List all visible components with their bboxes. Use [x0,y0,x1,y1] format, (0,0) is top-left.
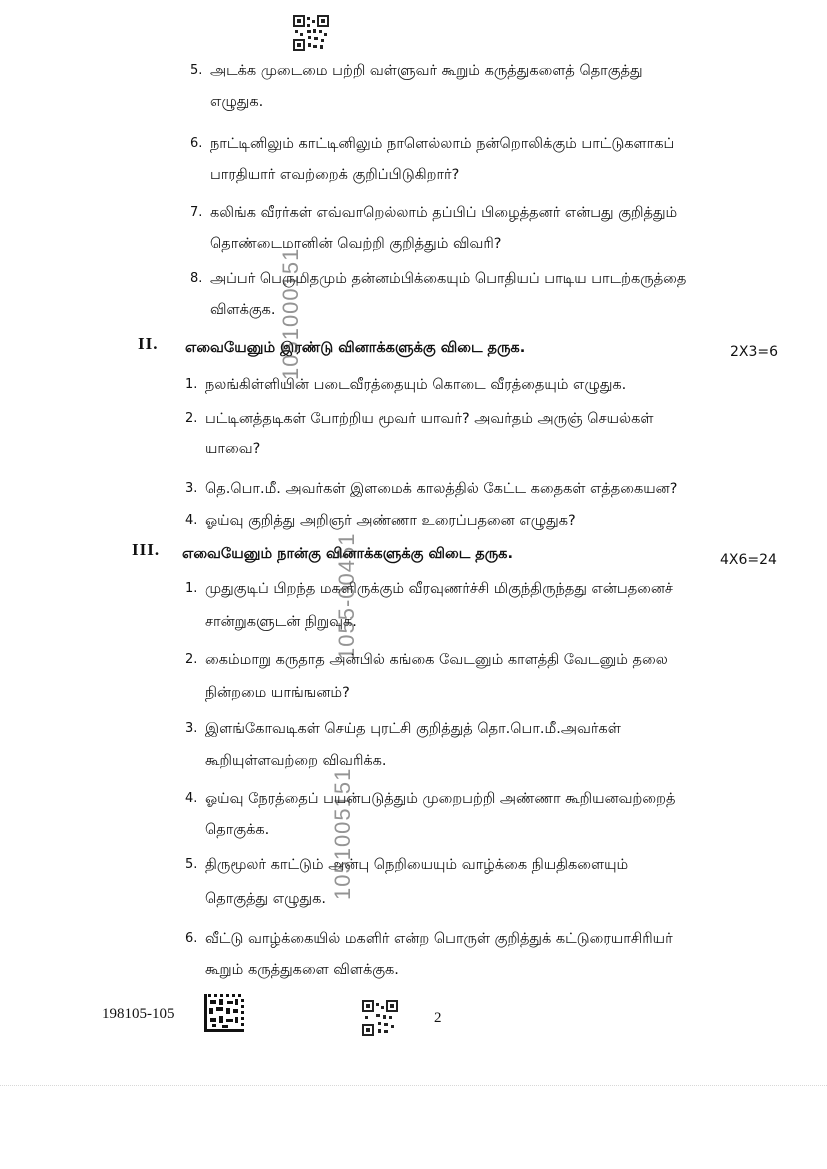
question-text: எழுதுக. [210,94,264,110]
question-item [185,410,795,460]
question-number: 1. [185,377,198,392]
footer-qr-code-icon [362,1000,398,1036]
vertical-watermark: 1051005151 [330,767,355,900]
page-number: 2 [434,1010,442,1026]
vertical-watermark: 1051000151 [278,247,303,380]
question-item [185,376,795,398]
question-number: 5. [185,857,198,872]
question-item [185,856,795,906]
question-text: அப்பர் பெருமிதமும் தன்னம்பிக்கையும் பொதியப் பாடிய பாடற்கருத்தை [210,271,687,287]
question-text: தொகுத்து எழுதுக. [205,891,326,907]
section-number: III. [132,540,161,559]
scan-edge-divider [0,1085,827,1088]
question-item [190,135,790,185]
question-text: ஓய்வு நேரத்தைப் பயன்படுத்தும் முறைபற்றி அண்ணா கூறியனவற்றைத் [205,791,676,807]
question-text: கலிங்க வீரர்கள் எவ்வாறெல்லாம் தப்பிப் பிழைத்தனர் என்பது குறித்தும் [210,205,678,221]
paper-code: 198105-105 [102,1006,175,1022]
question-item [190,204,790,254]
question-number: 8. [190,271,203,286]
question-text: தொண்டைமானின் வெற்றி குறித்தும் விவரி? [210,236,502,252]
question-text: முதுகுடிப் பிறந்த மகளிருக்கும் வீரவுணர்ச்சி மிகுந்திருந்தது என்பதனைச் [205,581,673,597]
section-title: எவையேனும் நான்கு வினாக்களுக்கு விடை தருக. [182,546,513,562]
question-text: யாவை? [205,441,261,457]
question-number: 4. [185,513,198,528]
question-text: நின்றமை யாங்ஙனம்? [205,685,350,701]
top-qr-code-icon [293,15,329,51]
question-text: பாரதியார் எவற்றைக் குறிப்பிடுகிறார்? [210,167,460,183]
section-marks: 4X6=24 [720,552,777,568]
question-text: கைம்மாறு கருதாத அன்பில் கங்கை வேடனும் காளத்தி வேடனும் தலை [205,652,668,668]
question-item [185,480,795,502]
question-text: தொகுக்க. [205,822,270,838]
question-text: பட்டினத்தடிகள் போற்றிய மூவர் யாவர்? அவர்தம் அருஞ் செயல்கள் [205,411,654,427]
question-number: 1. [185,581,198,596]
question-number: 6. [185,931,198,946]
vertical-watermark: 1055-00451 [334,532,359,660]
question-number: 5. [190,63,203,78]
question-item [185,790,795,840]
question-text: நலங்கிள்ளியின் படைவீரத்தையும் கொடை வீரத்தையும் எழுதுக. [205,377,627,393]
question-text: சான்றுகளுடன் நிறுவுக. [205,614,357,630]
question-text: இளங்கோவடிகள் செய்த புரட்சி குறித்துத் தொ.பொ.மீ.அவர்கள் [205,721,621,737]
section-title: எவையேனும் இரண்டு வினாக்களுக்கு விடை தருக. [185,340,526,356]
question-text: நாட்டினிலும் காட்டினிலும் நாளெல்லாம் நன்றொலிக்கும் பாட்டுகளாகப் [210,136,675,152]
question-text: வீட்டு வாழ்க்கையில் மகளிர் என்ற பொருள் குறித்துக் கட்டுரையாசிரியர் [205,931,673,947]
question-number: 3. [185,721,198,736]
question-number: 6. [190,136,203,151]
question-number: 3. [185,481,198,496]
question-item [190,62,790,112]
question-text: திருமூலர் காட்டும் அன்பு நெறியையும் வாழ்க்கை நியதிகளையும் [205,857,629,873]
question-text: கூறியுள்ளவற்றை விவரிக்க. [205,753,387,769]
question-text: விளக்குக. [210,302,276,318]
question-item [185,580,795,630]
section-number: II. [138,334,159,353]
question-text: கூறும் கருத்துகளை விளக்குக. [205,962,399,978]
question-number: 2. [185,411,198,426]
question-item [185,930,795,980]
question-text: தெ.பொ.மீ. அவர்கள் இளமைக் காலத்தில் கேட்ட கதைகள் எத்தகையன? [205,481,678,497]
question-number: 2. [185,652,198,667]
datamatrix-code-icon [204,994,244,1032]
question-number: 4. [185,791,198,806]
question-item [185,512,795,534]
question-item [185,720,795,770]
question-text: அடக்க முடைமை பற்றி வள்ளுவர் கூறும் கருத்துகளைத் தொகுத்து [210,63,643,79]
question-number: 7. [190,205,203,220]
question-item [185,651,795,701]
section-marks: 2X3=6 [730,344,779,360]
question-text: ஓய்வு குறித்து அறிஞர் அண்ணா உரைப்பதனை எழுதுக? [205,513,576,529]
